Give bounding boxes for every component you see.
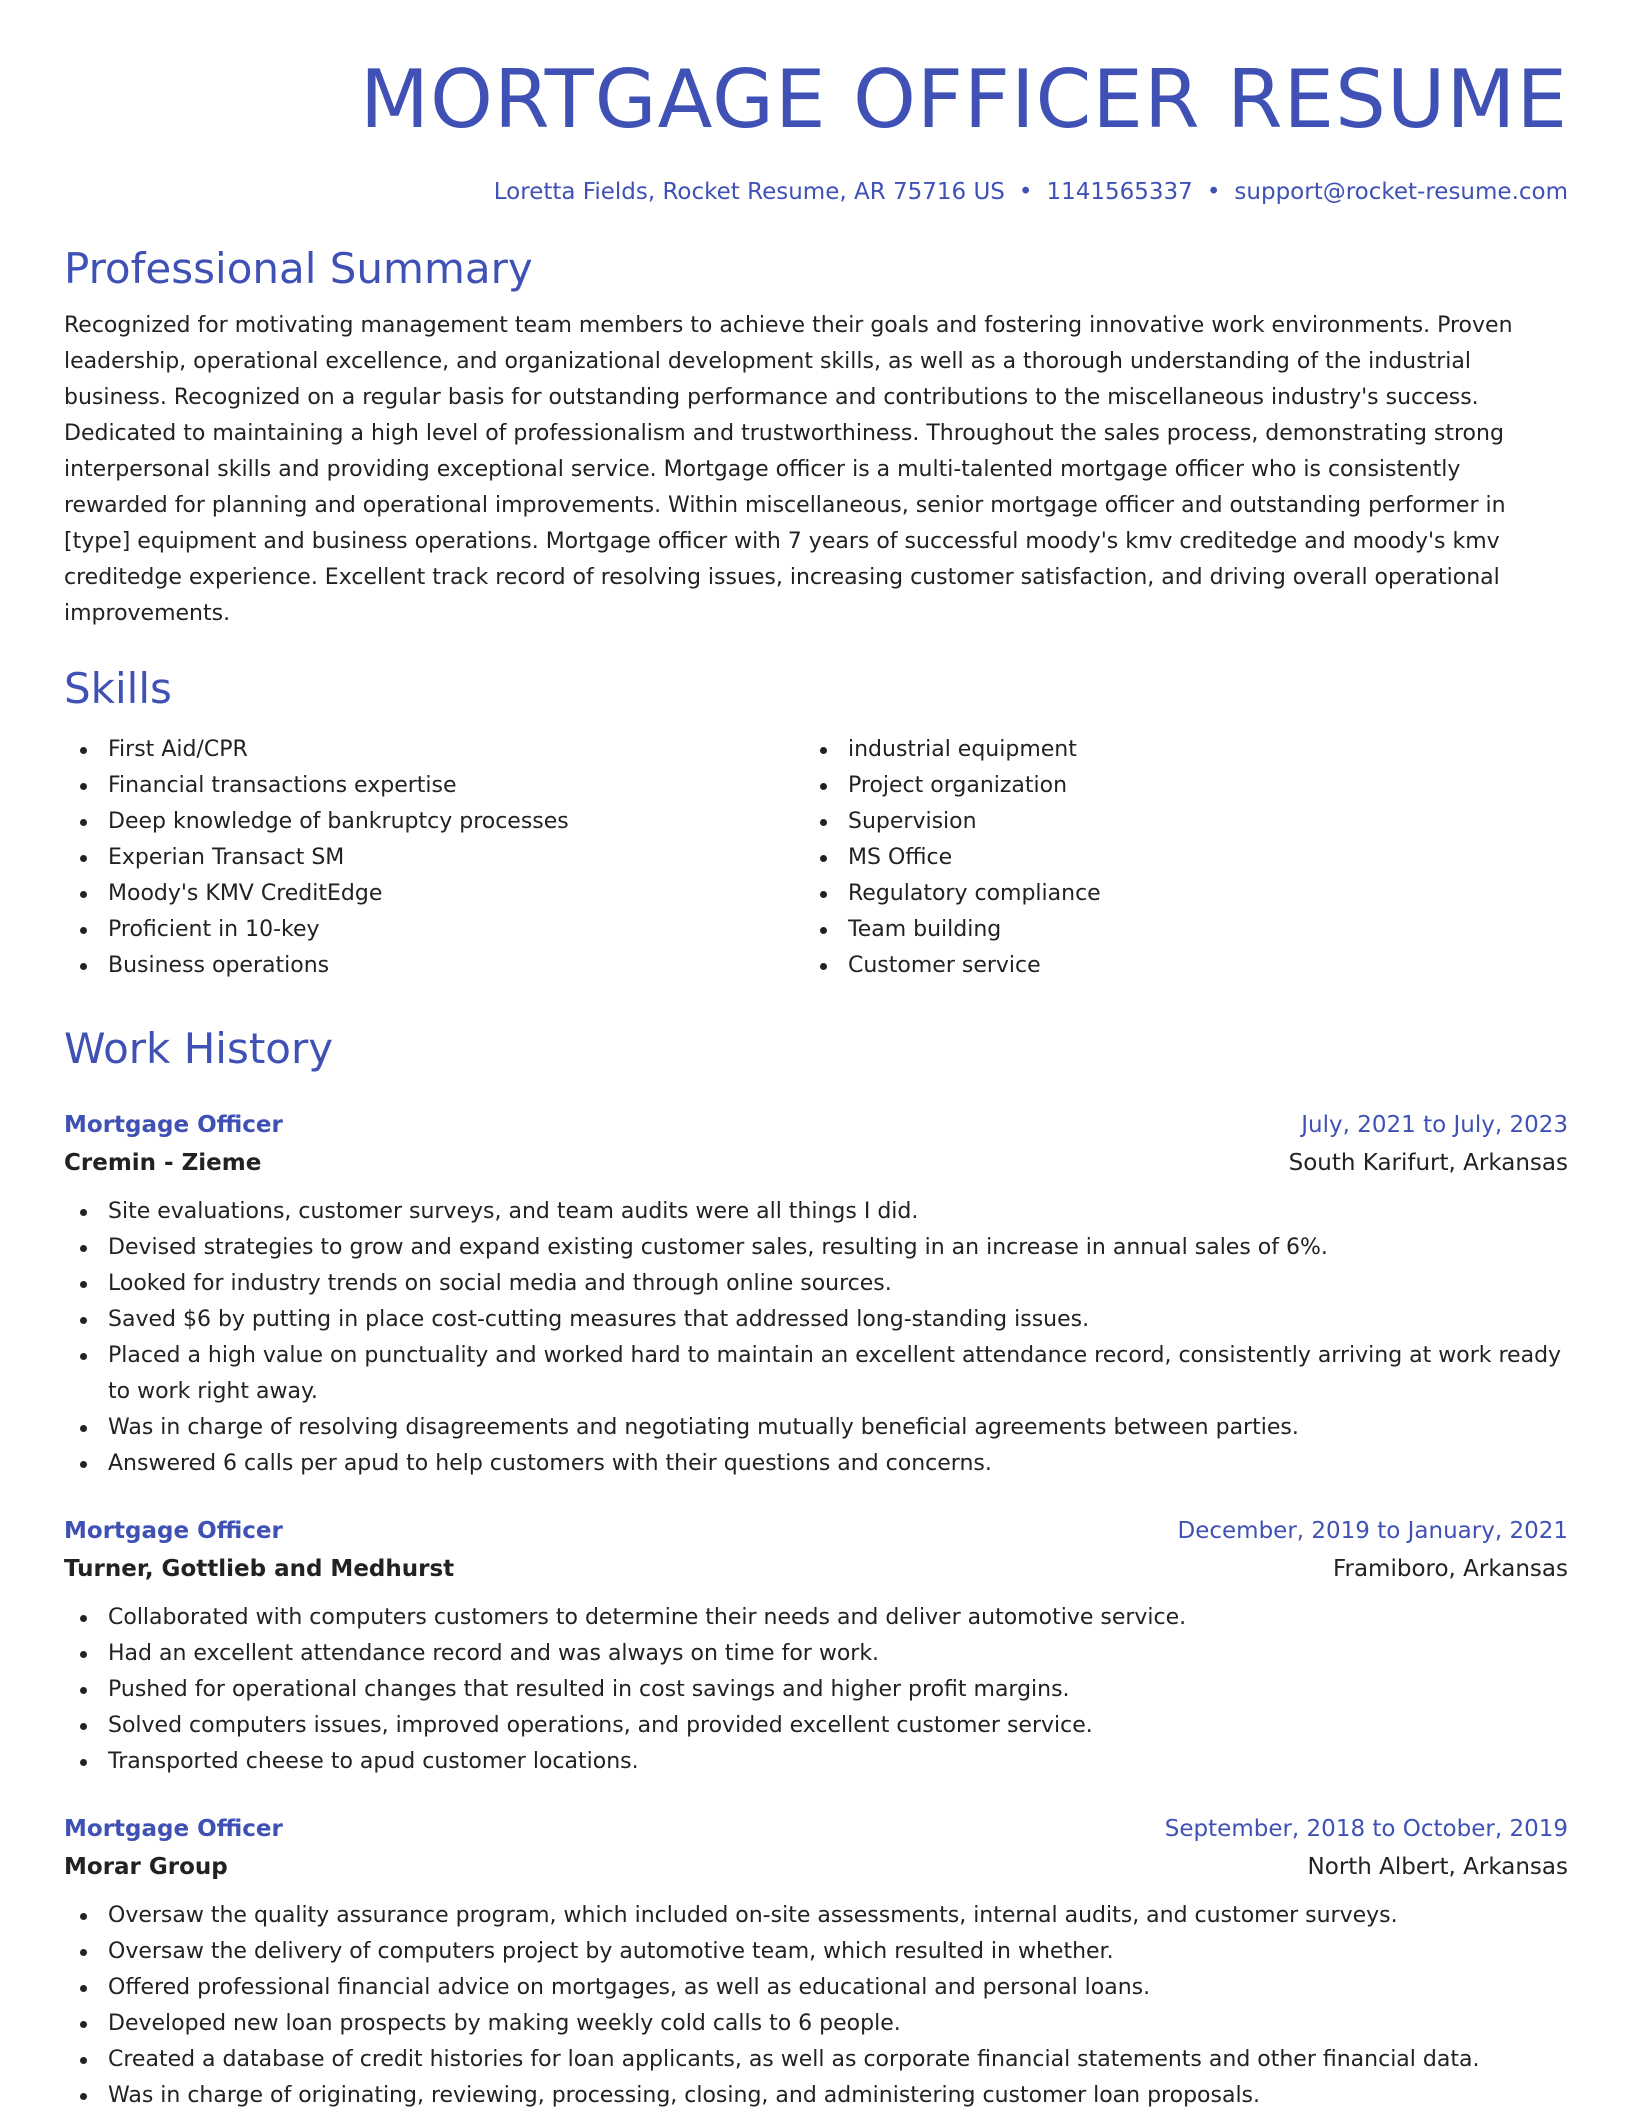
skill-item: Project organization [804, 768, 1544, 804]
job-title: Mortgage Officer [64, 1518, 283, 1544]
job-bullet: Oversaw the delivery of computers project by automotive team, which resulted in whether. [64, 1934, 1568, 1970]
job-bullet: Developed new loan prospects by making weekly cold calls to 6 people. [64, 2006, 1568, 2042]
skill-item: Moody's KMV CreditEdge [64, 876, 804, 912]
job-dates: December, 2019 to January, 2021 [1177, 1518, 1568, 1544]
job-bullet: Site evaluations, customer surveys, and team audits were all things I did. [64, 1194, 1568, 1230]
job-bullets [64, 1600, 1568, 1780]
job-bullet: Saved $6 by putting in place cost-cutting measures that addressed long-standing issues. [64, 1302, 1568, 1338]
skills-columns [64, 732, 1568, 984]
skills-heading: Skills [64, 664, 172, 713]
job-bullet: Collaborated with computers customers to determine their needs and deliver automotive service. [64, 1600, 1568, 1636]
skill-item: Customer service [804, 948, 1544, 984]
skills-list-left [64, 732, 804, 984]
summary-heading: Professional Summary [64, 244, 533, 293]
skill-item: industrial equipment [804, 732, 1544, 768]
job-bullet: Answered 6 calls per apud to help customers with their questions and concerns. [64, 1446, 1568, 1482]
job-company: Morar Group [64, 1854, 228, 1880]
job-company: Cremin - Zieme [64, 1150, 262, 1176]
skill-item: Experian Transact SM [64, 840, 804, 876]
work-history-heading: Work History [64, 1024, 334, 1073]
job-location: Framiboro, Arkansas [1332, 1556, 1568, 1582]
skill-item: First Aid/CPR [64, 732, 804, 768]
job-bullet: Looked for industry trends on social media and through online sources. [64, 1266, 1568, 1302]
job-bullet: Created a database of credit histories for loan applicants, as well as corporate financial statements and other financial data. [64, 2042, 1568, 2078]
contact-phone: 1141565337 [1046, 179, 1193, 205]
job-bullet: Devised strategies to grow and expand existing customer sales, resulting in an increase in annual sales of 6%. [64, 1230, 1568, 1266]
job-entry [64, 1106, 1568, 1482]
skill-item: MS Office [804, 840, 1544, 876]
job-title: Mortgage Officer [64, 1112, 283, 1138]
job-bullet: Placed a high value on punctuality and worked hard to maintain an excellent attendance record, consistently arriving at work ready to work right away. [64, 1338, 1568, 1410]
job-bullet: Transported cheese to apud customer locations. [64, 1744, 1568, 1780]
job-bullet: Was in charge of originating, reviewing, processing, closing, and administering customer loan proposals. [64, 2078, 1568, 2114]
job-bullet: Was in charge of resolving disagreements and negotiating mutually beneficial agreements between parties. [64, 1410, 1568, 1446]
contact-separator: • [1018, 179, 1033, 205]
contact-line [64, 176, 1568, 208]
job-dates: July, 2021 to July, 2023 [1301, 1112, 1568, 1138]
job-bullet: Oversaw the quality assurance program, which included on-site assessments, internal audits, and customer surveys. [64, 1898, 1568, 1934]
skill-item: Financial transactions expertise [64, 768, 804, 804]
skill-item: Supervision [804, 804, 1544, 840]
job-bullet: Had an excellent attendance record and was always on time for work. [64, 1636, 1568, 1672]
summary-text: Recognized for motivating management team members to achieve their goals and fostering innovative work environments. Proven leadership, operational excellence, and organizational development skills, as well as a thorough understanding of the industrial business. Recognized on a regular basis for outstanding performance and contributions to the miscellaneous industry's success. Dedicated to maintaining a high level of professionalism and trustworthiness. Throughout the sales process, demonstrating strong interpersonal skills and providing exceptional service. Mortgage officer is a multi-talented mortgage officer who is consistently rewarded for planning and operational improvements. Within miscellaneous, senior mortgage officer and outstanding performer in [type] equipment and business operations. Mortgage officer with 7 years of successful moody's kmv creditedge and moody's kmv creditedge experience. Excellent track record of resolving issues, increasing customer satisfaction, and driving overall operational improvements. [64, 313, 1513, 626]
contact-email: support@rocket-resume.com [1234, 179, 1568, 205]
job-bullet: Solved computers issues, improved operations, and provided excellent customer service. [64, 1708, 1568, 1744]
skill-item: Proficient in 10-key [64, 912, 804, 948]
skill-item: Deep knowledge of bankruptcy processes [64, 804, 804, 840]
job-dates: September, 2018 to October, 2019 [1164, 1816, 1568, 1842]
job-entry [64, 1512, 1568, 1780]
job-bullets [64, 1898, 1568, 2114]
job-location: South Karifurt, Arkansas [1288, 1150, 1568, 1176]
job-entry [64, 1810, 1568, 2114]
contact-address: Loretta Fields, Rocket Resume, AR 75716 US [493, 179, 1005, 205]
job-location: North Albert, Arkansas [1307, 1854, 1568, 1880]
skill-item: Business operations [64, 948, 804, 984]
skill-item: Team building [804, 912, 1544, 948]
contact-separator: • [1206, 179, 1221, 205]
skill-item: Regulatory compliance [804, 876, 1544, 912]
job-bullet: Pushed for operational changes that resulted in cost savings and higher profit margins. [64, 1672, 1568, 1708]
job-bullet: Offered professional financial advice on mortgages, as well as educational and personal loans. [64, 1970, 1568, 2006]
job-company: Turner, Gottlieb and Medhurst [64, 1556, 455, 1582]
job-bullets [64, 1194, 1568, 1482]
skills-list-right [804, 732, 1544, 984]
job-title: Mortgage Officer [64, 1816, 283, 1842]
resume-title: MORTGAGE OFFICER RESUME [360, 53, 1568, 146]
